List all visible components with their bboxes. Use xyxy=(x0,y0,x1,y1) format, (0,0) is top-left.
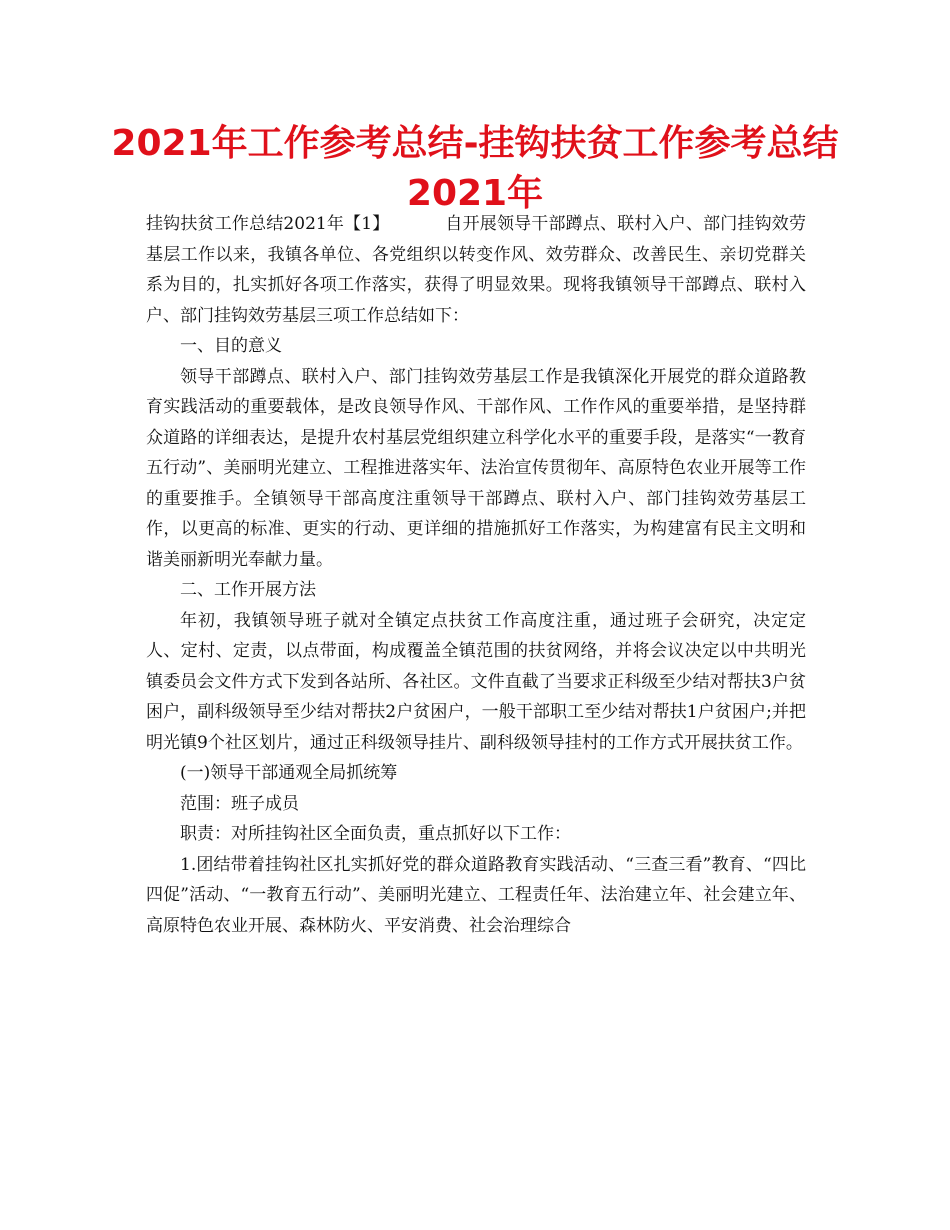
list-item-1: 1.团结带着挂钩社区扎实抓好党的群众道路教育实践活动、“三查三看”教育、“四比四促”活动、“一教育五行动”、美丽明光建立、工程责任年、法治建立年、社会建立年、高原特色农业开展、森林防火、平安消费、社会治理综合 xyxy=(146,854,806,936)
paragraph-scope: 范围：班子成员 xyxy=(180,793,299,814)
intro-lead: 挂钩扶贫工作总结2021年【1】 xyxy=(146,214,390,234)
paragraph-purpose: 领导干部蹲点、联村入户、部门挂钩效劳基层工作是我镇深化开展党的群众道路教育实践活动的重要载体，是改良领导作风、干部作风、工作作风的重要举措，是坚持群众道路的详细表达，是提升农村基层党组织建立科学化水平的重要手段，是落实“一教育五行动”、美丽明光建立、工程推进落实年、法治宣传贯彻年、高原特色农业开展等工作的重要推手。全镇领导干部高度注重领导干部蹲点、联村入户、部门挂钩效劳基层工作，以更高的标准、更实的行动、更详细的措施抓好工作落实，为构建富有民主文明和谐美丽新明光奉献力量。 xyxy=(146,366,806,570)
section-heading-method: 二、工作开展方法 xyxy=(180,580,316,600)
document-title-line-2: 2021年 xyxy=(406,173,544,214)
paragraph-duties: 职责：对所挂钩社区全面负责，重点抓好以下工作： xyxy=(180,824,571,844)
document-body xyxy=(146,209,806,941)
paragraph-method: 年初，我镇领导班子就对全镇定点扶贫工作高度注重，通过班子会研究，决定定人、定村、定责，以点带面，构成覆盖全镇范围的扶贫网络，并将会议决定以中共明光镇委员会文件方式下发到各站所、各社区。文件直截了当要求正科级至少结对帮扶3户贫困户，副科级领导至少结对帮扶2户贫困户，一般干部职工至少结对帮扶1户贫困户;并把明光镇9个社区划片，通过正科级领导挂片、副科级领导挂村的工作方式开展扶贫工作。 xyxy=(146,610,806,753)
intro-text: 自开展领导干部蹲点、联村入户、部门挂钩效劳基层工作以来，我镇各单位、各党组织以转变作风、效劳群众、改善民生、亲切党群关系为目的，扎实抓好各项工作落实，获得了明显效果。现将我镇领导干部蹲点、联村入户、部门挂钩效劳基层三项工作总结如下： xyxy=(146,214,806,326)
subsection-heading-leadership: (一)领导干部通观全局抓统筹 xyxy=(180,763,398,783)
intro-paragraph xyxy=(146,209,806,331)
section-heading-purpose: 一、目的意义 xyxy=(180,336,282,356)
document-title-line-1: 2021年工作参考总结-挂钩扶贫工作参考总结 xyxy=(111,123,839,164)
